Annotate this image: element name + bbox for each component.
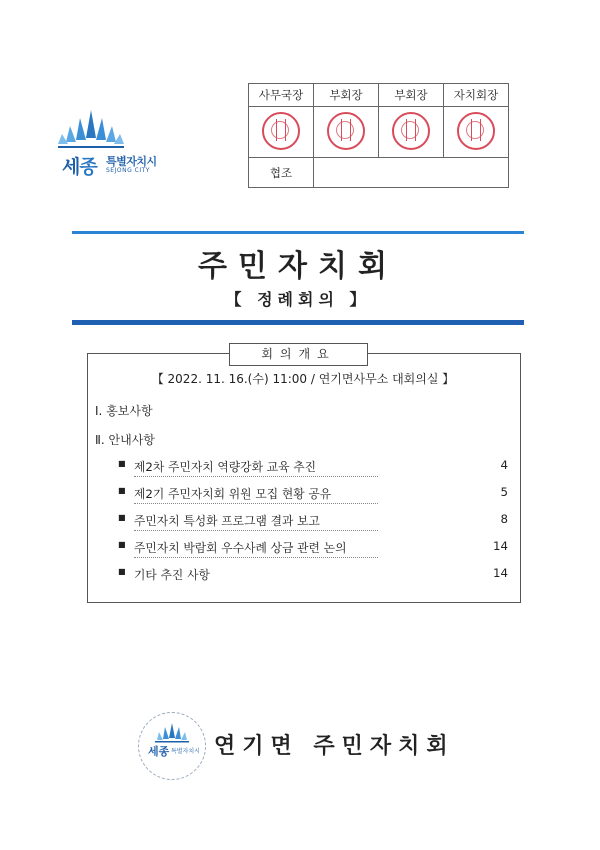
logo-subtext: 특별자치시 bbox=[106, 155, 157, 168]
title-divider-top bbox=[72, 231, 524, 234]
sejong-emblem-icon bbox=[152, 722, 192, 744]
item-underline bbox=[134, 476, 378, 477]
bullet-square-icon: ■ bbox=[118, 540, 126, 549]
approval-seal-cell bbox=[379, 107, 444, 158]
document-subtitle: 【 정례회의 】 bbox=[225, 290, 371, 309]
agenda-page-number: 14 bbox=[492, 539, 508, 553]
document-title: 주민자치회 bbox=[198, 249, 398, 284]
seal-stamp-icon bbox=[457, 112, 495, 150]
item-underline bbox=[134, 503, 378, 504]
approval-seal-cell bbox=[314, 107, 379, 158]
section-notices: Ⅱ. 안내사항 bbox=[95, 433, 155, 447]
footer-organization-name: 연기면 주민자치회 bbox=[214, 734, 455, 759]
cooperation-cell bbox=[314, 158, 509, 188]
approval-header-secretary: 사무국장 bbox=[249, 84, 314, 107]
agenda-page-number: 4 bbox=[500, 458, 508, 472]
approval-seal-cell bbox=[444, 107, 509, 158]
bullet-square-icon: ■ bbox=[118, 567, 126, 576]
approval-header-vice2: 부회장 bbox=[379, 84, 444, 107]
meeting-datetime-location: 【 2022. 11. 16.(수) 11:00 / 연기면사무소 대회의실 】 bbox=[151, 372, 455, 386]
bullet-square-icon: ■ bbox=[118, 486, 126, 495]
bullet-square-icon: ■ bbox=[118, 513, 126, 522]
title-divider-bottom bbox=[72, 320, 524, 325]
item-underline bbox=[134, 557, 378, 558]
agenda-page-number: 8 bbox=[500, 512, 508, 526]
sejong-logo bbox=[56, 108, 174, 178]
logo-wordmark: 세종 bbox=[62, 156, 97, 178]
item-underline bbox=[134, 530, 378, 531]
cooperation-label: 협조 bbox=[249, 158, 314, 188]
approval-header-chair: 자치회장 bbox=[444, 84, 509, 107]
agenda-page-number: 5 bbox=[500, 485, 508, 499]
sejong-emblem-icon bbox=[56, 108, 126, 152]
approval-table bbox=[248, 83, 509, 188]
approval-seal-cell bbox=[249, 107, 314, 158]
section-promotion: Ⅰ. 홍보사항 bbox=[95, 404, 153, 418]
footer-logo-subtext: 특별자치시 bbox=[171, 748, 200, 755]
bullet-square-icon: ■ bbox=[118, 459, 126, 468]
seal-stamp-icon bbox=[327, 112, 365, 150]
logo-english: SEJONG CITY bbox=[106, 167, 150, 174]
footer-sejong-seal bbox=[138, 712, 206, 780]
footer-logo-text: 세종 bbox=[148, 745, 170, 758]
agenda-page-number: 14 bbox=[492, 566, 508, 580]
seal-stamp-icon bbox=[392, 112, 430, 150]
approval-header-vice1: 부회장 bbox=[314, 84, 379, 107]
seal-stamp-icon bbox=[262, 112, 300, 150]
meeting-overview-label: 회의개요 bbox=[229, 343, 368, 366]
